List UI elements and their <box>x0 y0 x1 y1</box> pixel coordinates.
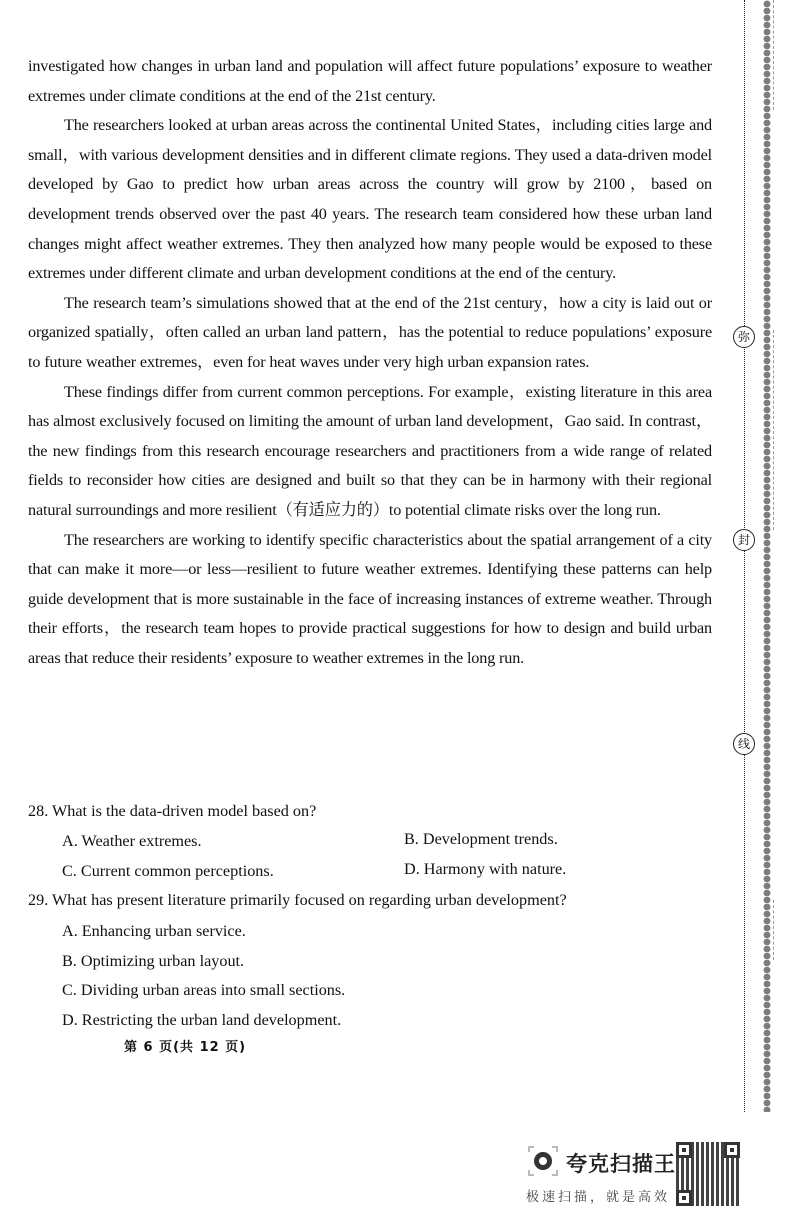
watermark-title: 夸克扫描王 <box>566 1152 676 1176</box>
q28-option-a[interactable]: A. Weather extremes. <box>62 832 202 850</box>
scanner-watermark <box>524 1140 794 1210</box>
question-number: 28. <box>28 802 49 820</box>
question-number: 29. <box>28 891 49 909</box>
binding-bead-line <box>763 0 771 1112</box>
seal-mark-xian: 线 <box>733 733 755 755</box>
question-text: What is the data-driven model based on? <box>52 802 317 820</box>
q29-option-d[interactable]: D. Restricting the urban land development. <box>62 1011 342 1029</box>
reading-passage <box>28 52 712 673</box>
q29-option-c[interactable]: C. Dividing urban areas into small sections. <box>62 981 346 999</box>
watermark-subtitle: 极速扫描，就是高效 <box>526 1190 671 1205</box>
passage-paragraph-5: The researchers are working to identify specific characteristics about the spatial arrangement of a city that can make it more—or less—resilient to future weather extremes. Identifying these patterns can help guide development that is more sustainable in the face of increasing instances of extreme weather. Through their efforts，the research team hopes to provide practical suggestions for how to design and build urban areas that reduce their residents’ exposure to weather extremes in the long run. <box>28 530 712 667</box>
question-29 <box>28 886 567 916</box>
q28-option-d[interactable]: D. Harmony with nature. <box>404 860 567 878</box>
q28-option-b[interactable]: B. Development trends. <box>404 830 558 848</box>
question-text: What has present literature primarily focused on regarding urban development? <box>52 891 567 909</box>
binding-faint-line <box>773 900 774 960</box>
qr-code-icon <box>676 1142 740 1206</box>
q29-option-a[interactable]: A. Enhancing urban service. <box>62 922 246 940</box>
page-number: 第 6 页(共 12 页) <box>124 1040 247 1055</box>
binding-faint-line <box>773 330 774 530</box>
binding-dotted-line <box>744 0 745 1112</box>
binding-faint-line <box>773 0 774 110</box>
passage-paragraph-2: The researchers looked at urban areas across the continental United States，including cities large and small，with various development densities and in different climate regions. They used a data-driven model developed by Gao to predict how urban areas across the country will grow by 2100，based on development trends observed over the past 40 years. The research team considered how these urban land changes might affect weather extremes. They then analyzed how many people would be exposed to these extremes under different climate and urban development conditions at the end of the century. <box>28 116 712 283</box>
q28-option-c[interactable]: C. Current common perceptions. <box>62 862 274 880</box>
seal-mark-feng: 封 <box>733 529 755 551</box>
q29-option-b[interactable]: B. Optimizing urban layout. <box>62 952 245 970</box>
passage-paragraph-4: These findings differ from current common perceptions. For example，existing literature in this area has almost exclusively focused on limiting the amount of urban land development，Gao said. In contrast，the new findings from this research encourage researchers and practitioners from a wide range of related fields to reconsider how cities are designed and built so that they can be in harmony with their regional natural surroundings and more resilient（有适应力的）to potential climate risks over the long run. <box>28 382 712 519</box>
seal-mark-mi: 弥 <box>733 326 755 348</box>
scanner-logo-icon <box>528 1146 558 1176</box>
question-28 <box>28 797 316 827</box>
passage-paragraph-3: The research team’s simulations showed that at the end of the 21st century，how a city is laid out or organized spatially，often called an urban land pattern，has the potential to reduce populations’ exposure to future weather extremes，even for heat waves under very high urban expansion rates. <box>28 293 712 371</box>
passage-paragraph-1: investigated how changes in urban land and population will affect future populations’ exposure to weather extremes under climate conditions at the end of the 21st century. <box>28 57 712 105</box>
